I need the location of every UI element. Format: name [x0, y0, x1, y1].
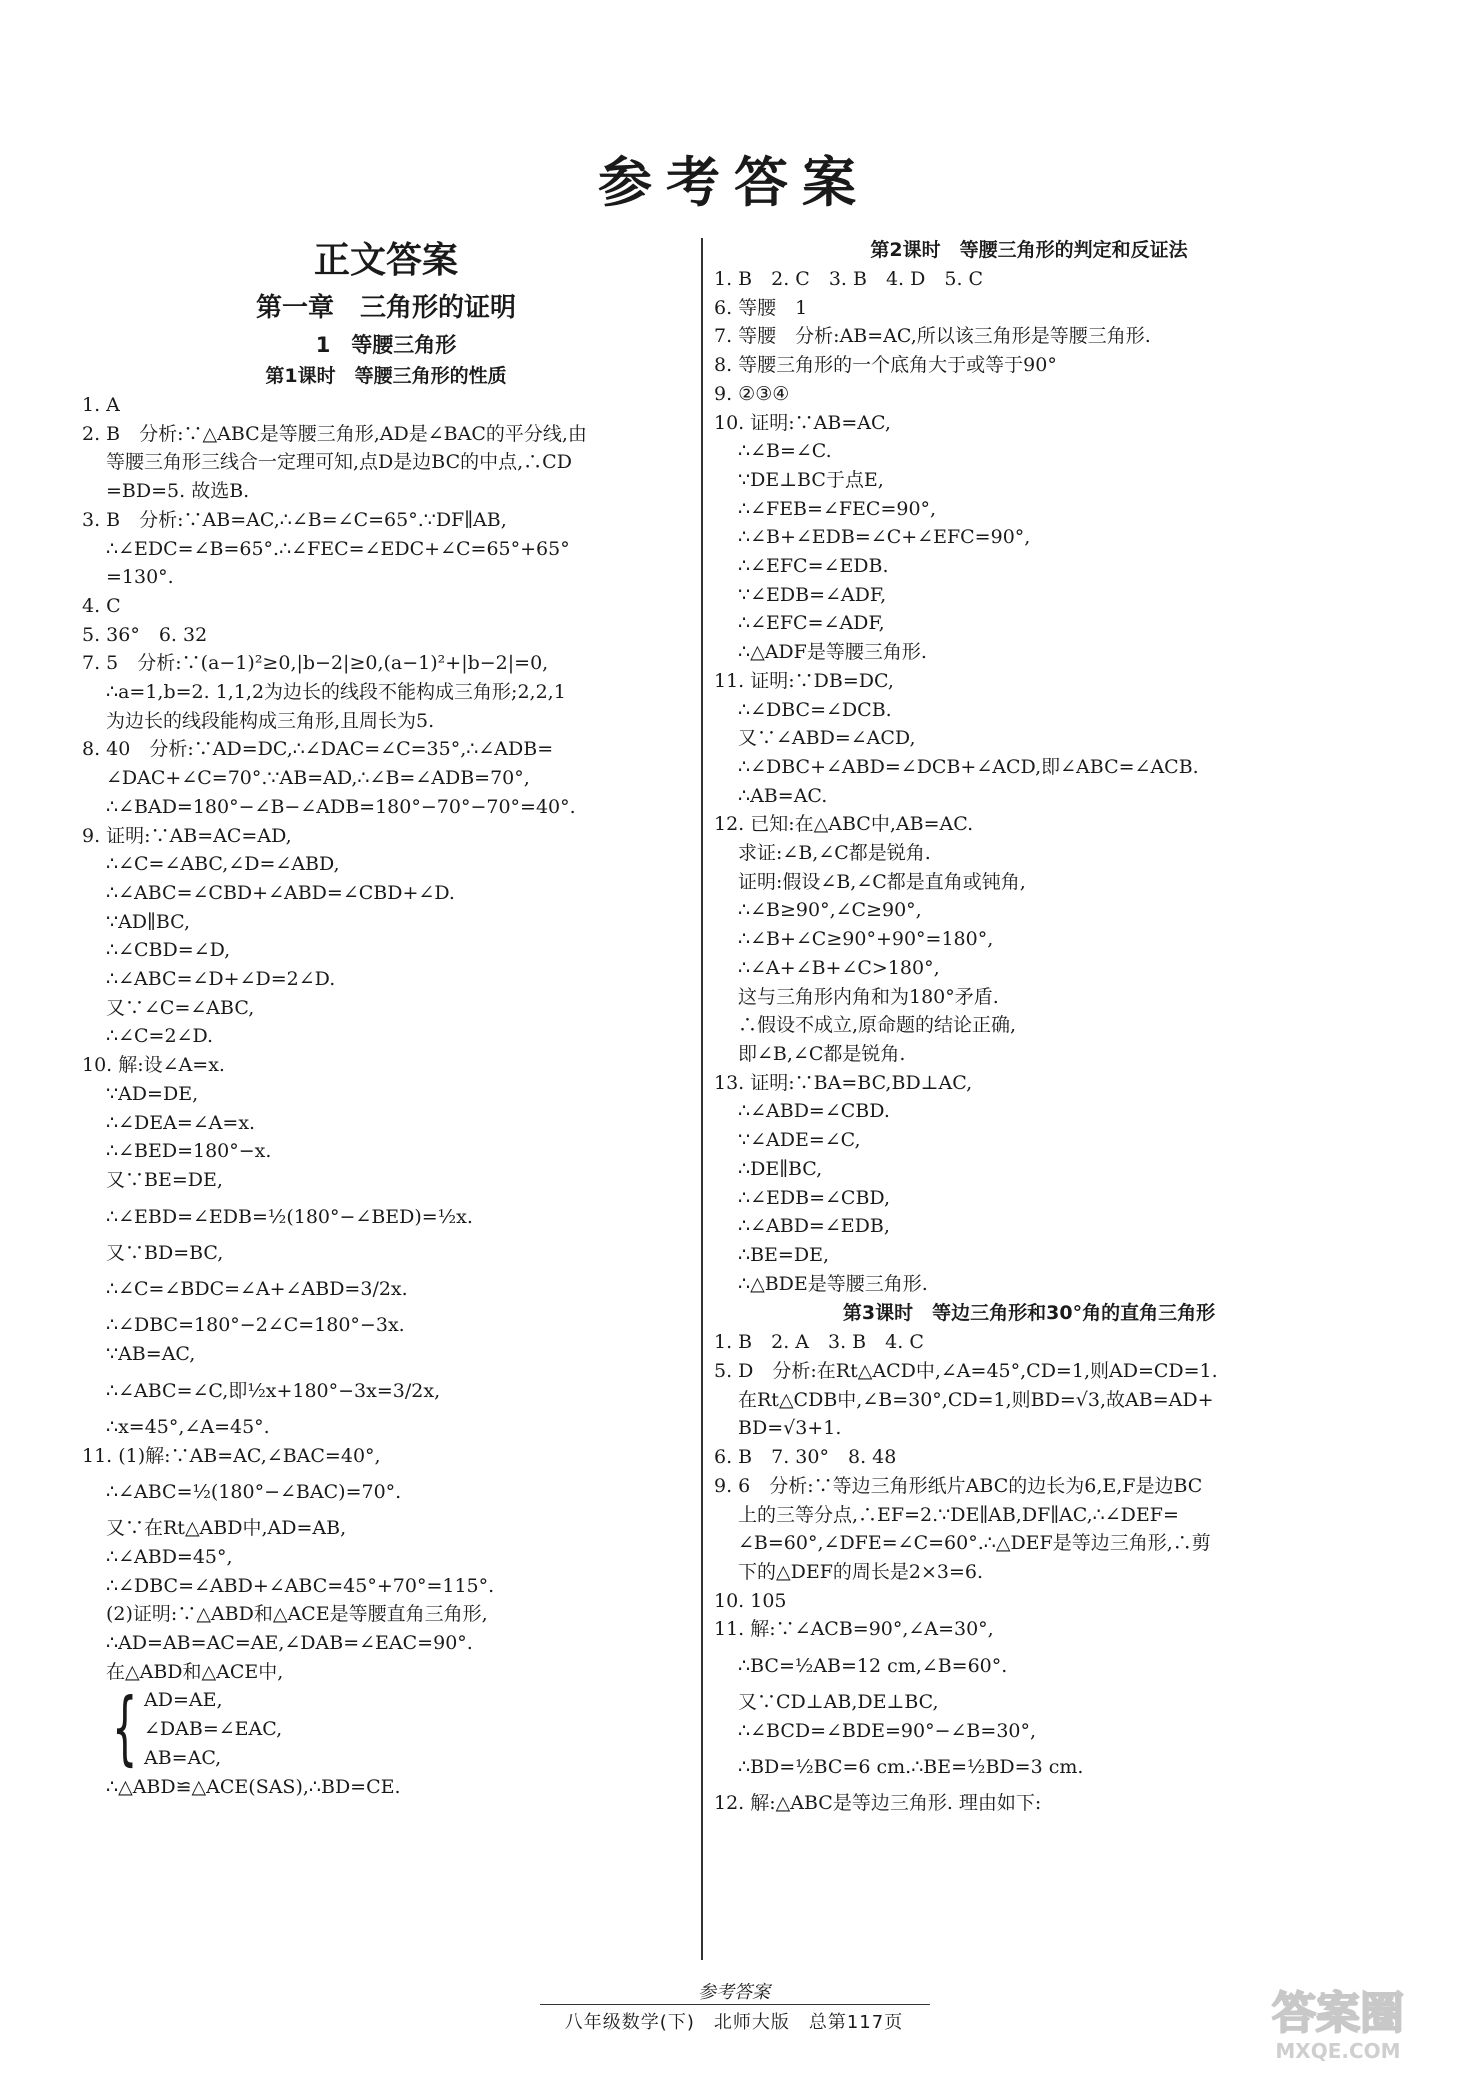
answer-line: ∴∠ABC=∠CBD+∠ABD=∠CBD+∠D.: [106, 881, 455, 904]
answer-line: ∴∠C=∠ABC,∠D=∠ABD,: [106, 853, 340, 876]
answer-line: 9. ②③④: [714, 382, 790, 405]
watermark-text: 答案圈: [1272, 1988, 1404, 2039]
answer-line: ∴AB=AC.: [738, 784, 828, 807]
answer-line: 等腰三角形三线合一定理可知,点D是边BC的中点,∴CD: [106, 451, 572, 474]
answer-line: 10. 解:设∠A=x.: [82, 1054, 225, 1077]
answer-line: ∠DAC+∠C=70°.∵AB=AD,∴∠B=∠ADB=70°,: [106, 767, 530, 790]
answer-line: ∴∠B+∠EDB=∠C+∠EFC=90°,: [738, 526, 1031, 549]
answer-line: ∴∠CBD=∠D,: [106, 939, 231, 962]
answer-line: 上的三等分点,∴EF=2.∵DE∥AB,DF∥AC,∴∠DEF=: [738, 1503, 1179, 1526]
answer-line: ∴∠A+∠B+∠C>180°,: [738, 956, 940, 979]
answer-line: 10. 证明:∵AB=AC,: [714, 411, 891, 434]
answer-line: ∴∠DBC+∠ABD=∠DCB+∠ACD,即∠ABC=∠ACB.: [738, 755, 1199, 778]
answer-line: ∴∠ABC=∠C,即½x+180°−3x=3/2x,: [106, 1379, 441, 1402]
main-heading: 正文答案: [313, 240, 458, 281]
answer-line: 这与三角形内角和为180°矛盾.: [738, 985, 999, 1008]
answer-line: 8. 等腰三角形的一个底角大于或等于90°: [714, 354, 1057, 377]
answer-line: ∵AB=AC,: [106, 1343, 196, 1366]
answer-line: ∴∠ABC=∠D+∠D=2∠D.: [106, 968, 336, 991]
answer-line: ∴∠DBC=180°−2∠C=180°−3x.: [106, 1314, 405, 1337]
answer-line: ∴∠ABD=∠EDB,: [738, 1215, 890, 1238]
answer-line: ∴BD=½BC=6 cm.∴BE=½BD=3 cm.: [738, 1756, 1084, 1779]
answer-line: ∴∠C=∠BDC=∠A+∠ABD=3/2x.: [106, 1278, 408, 1301]
answer-line: ∴∠C=2∠D.: [106, 1025, 214, 1048]
answer-line: 6. 等腰 1: [714, 296, 808, 319]
answer-line: ∴∠BED=180°−x.: [106, 1140, 272, 1163]
answer-line: 4. C: [82, 594, 121, 617]
answer-line: ∴a=1,b=2. 1,1,2为边长的线段不能构成三角形;2,2,1: [106, 681, 566, 704]
answer-line: ∴∠B+∠C≥90°+90°=180°,: [738, 928, 994, 951]
answer-line: 11. (1)解:∵AB=AC,∠BAC=40°,: [82, 1444, 381, 1467]
watermark-url: MXQE.COM: [1275, 2039, 1401, 2063]
answer-line: 又∵∠C=∠ABC,: [106, 996, 255, 1019]
answer-line: ∵AD∥BC,: [106, 910, 191, 933]
answer-line: ∴∠DEA=∠A=x.: [106, 1111, 256, 1134]
answer-line: 8. 40 分析:∵AD=DC,∴∠DAC=∠C=35°,∴∠ADB=: [82, 738, 554, 761]
answer-line: ∴假设不成立,原命题的结论正确,: [738, 1014, 1017, 1037]
answer-line: ∴∠ABD=45°,: [106, 1545, 233, 1568]
answer-line: ∴∠FEB=∠FEC=90°,: [738, 497, 937, 520]
answer-line: 9. 证明:∵AB=AC=AD,: [82, 824, 292, 847]
answer-line: AB=AC,: [144, 1746, 222, 1769]
left-brace: {: [112, 1681, 138, 1775]
answer-line: 即∠B,∠C都是锐角.: [738, 1042, 906, 1065]
answer-line: 5. 36° 6. 32: [82, 623, 208, 646]
equation-system: [82, 1681, 690, 1775]
answer-line: ∴∠B≥90°,∠C≥90°,: [738, 899, 922, 922]
answer-line: 1. A: [82, 394, 120, 416]
answer-line: 12. 已知:在△ABC中,AB=AC.: [714, 813, 974, 836]
answer-line: 1. B 2. C 3. B 4. D 5. C: [714, 268, 984, 290]
lesson-heading: 第3课时 等边三角形和30°角的直角三角形: [842, 1302, 1216, 1325]
answer-line: ∴∠DBC=∠ABD+∠ABC=45°+70°=115°.: [106, 1574, 495, 1597]
answer-line: 求证:∠B,∠C都是锐角.: [738, 842, 931, 865]
answer-line: ∵AD=DE,: [106, 1082, 199, 1105]
answer-line: ∴△BDE是等腰三角形.: [738, 1272, 928, 1295]
lesson-heading: 第2课时 等腰三角形的判定和反证法: [870, 239, 1188, 261]
answer-line: ∴∠EFC=∠EDB.: [738, 555, 889, 578]
right-column: [714, 235, 1344, 1972]
answer-line: ∴∠EBD=∠EDB=½(180°−∠BED)=½x.: [106, 1205, 473, 1228]
answer-line: 11. 证明:∵DB=DC,: [714, 669, 894, 692]
answer-line: ∴△ADF是等腰三角形.: [738, 641, 927, 664]
answer-line: ∴∠EDC=∠B=65°.∴∠FEC=∠EDC+∠C=65°+65°: [106, 537, 570, 560]
answer-line: 9. 6 分析:∵等边三角形纸片ABC的边长为6,E,F是边BC: [714, 1474, 1203, 1497]
answer-line: 又∵BE=DE,: [106, 1168, 223, 1191]
answer-line: BD=√3+1.: [738, 1417, 842, 1440]
answer-line: 6. B 7. 30° 8. 48: [714, 1446, 897, 1469]
answer-line: ∴∠EFC=∠ADF,: [738, 612, 885, 635]
page-title: 参考答案: [598, 150, 870, 214]
answer-line: ∴∠ABD=∠CBD.: [738, 1100, 890, 1123]
answer-line: 为边长的线段能构成三角形,且周长为5.: [106, 709, 435, 732]
answer-line: 又∵BD=BC,: [106, 1241, 224, 1264]
answer-line: ∴∠EDB=∠CBD,: [738, 1186, 891, 1209]
answer-line: 13. 证明:∵BA=BC,BD⊥AC,: [714, 1071, 973, 1094]
answer-line: =BD=5. 故选B.: [106, 480, 250, 503]
chapter-heading: 第一章 三角形的证明: [255, 293, 516, 323]
section-heading: 1 等腰三角形: [315, 333, 457, 357]
left-column: [82, 235, 690, 1972]
answer-line: (2)证明:∵△ABD和△ACE是等腰直角三角形,: [106, 1603, 488, 1626]
answer-line: ∴∠ABC=½(180°−∠BAC)=70°.: [106, 1481, 402, 1504]
answer-line: ∴∠DBC=∠DCB.: [738, 698, 892, 721]
answer-line: 下的△DEF的周长是2×3=6.: [738, 1560, 984, 1583]
answer-line: ∠DAB=∠EAC,: [144, 1718, 283, 1741]
answer-line: ∵DE⊥BC于点E,: [738, 468, 884, 491]
answer-line: 1. B 2. A 3. B 4. C: [714, 1331, 924, 1354]
footer-page-info: 八年级数学(下) 北师大版 总第117页: [564, 2012, 904, 2033]
watermark-logo: [1238, 1976, 1438, 2066]
answer-line: ∠B=60°,∠DFE=∠C=60°.∴△DEF是等边三角形,∴剪: [738, 1532, 1211, 1555]
answer-line: ∴∠BCD=∠BDE=90°−∠B=30°,: [738, 1719, 1037, 1742]
answer-line: ∴AD=AB=AC=AE,∠DAB=∠EAC=90°.: [106, 1632, 473, 1655]
answer-line: 证明:假设∠B,∠C都是直角或钝角,: [738, 870, 1026, 893]
answer-line: 12. 解:△ABC是等边三角形. 理由如下:: [714, 1792, 1042, 1815]
answer-line: ∴△ABD≌△ACE(SAS),∴BD=CE.: [106, 1775, 401, 1798]
footer-rule: [540, 2004, 930, 2005]
answer-line: =130°.: [106, 566, 174, 589]
answer-line: 2. B 分析:∵△ABC是等腰三角形,AD是∠BAC的平分线,由: [82, 422, 587, 445]
answer-line: AD=AE,: [144, 1689, 223, 1712]
answer-line: 又∵∠ABD=∠ACD,: [738, 727, 916, 750]
answer-line: 5. D 分析:在Rt△ACD中,∠A=45°,CD=1,则AD=CD=1.: [714, 1360, 1218, 1383]
answer-line: ∴BC=½AB=12 cm,∠B=60°.: [738, 1655, 1008, 1678]
answer-line: 10. 105: [714, 1589, 787, 1612]
answer-line: 又∵CD⊥AB,DE⊥BC,: [738, 1691, 939, 1714]
answer-line: 在Rt△CDB中,∠B=30°,CD=1,则BD=√3,故AB=AD+: [738, 1388, 1214, 1411]
answer-line: ∴∠B=∠C.: [738, 440, 832, 463]
answer-line: 3. B 分析:∵AB=AC,∴∠B=∠C=65°.∵DF∥AB,: [82, 508, 507, 531]
answer-line: 7. 等腰 分析:AB=AC,所以该三角形是等腰三角形.: [714, 325, 1151, 348]
answer-line: ∴x=45°,∠A=45°.: [106, 1415, 270, 1438]
footer-running-title: 参考答案: [698, 1982, 770, 2003]
answer-line: ∵∠EDB=∠ADF,: [738, 583, 887, 606]
answer-line: 又∵在Rt△ABD中,AD=AB,: [106, 1517, 347, 1540]
answer-line: ∵∠ADE=∠C,: [738, 1129, 861, 1152]
answer-line: 7. 5 分析:∵(a−1)²≥0,|b−2|≥0,(a−1)²+|b−2|=0,: [82, 652, 549, 675]
answer-line: 11. 解:∵∠ACB=90°,∠A=30°,: [714, 1618, 994, 1641]
answer-line: ∴∠BAD=180°−∠B−∠ADB=180°−70°−70°=40°.: [106, 795, 576, 818]
lesson-heading: 第1课时 等腰三角形的性质: [265, 365, 507, 387]
answer-line: ∴DE∥BC,: [738, 1157, 823, 1180]
answer-line: 在△ABD和△ACE中,: [106, 1660, 284, 1683]
answer-line: ∴BE=DE,: [738, 1243, 829, 1266]
column-divider: [701, 238, 703, 1960]
